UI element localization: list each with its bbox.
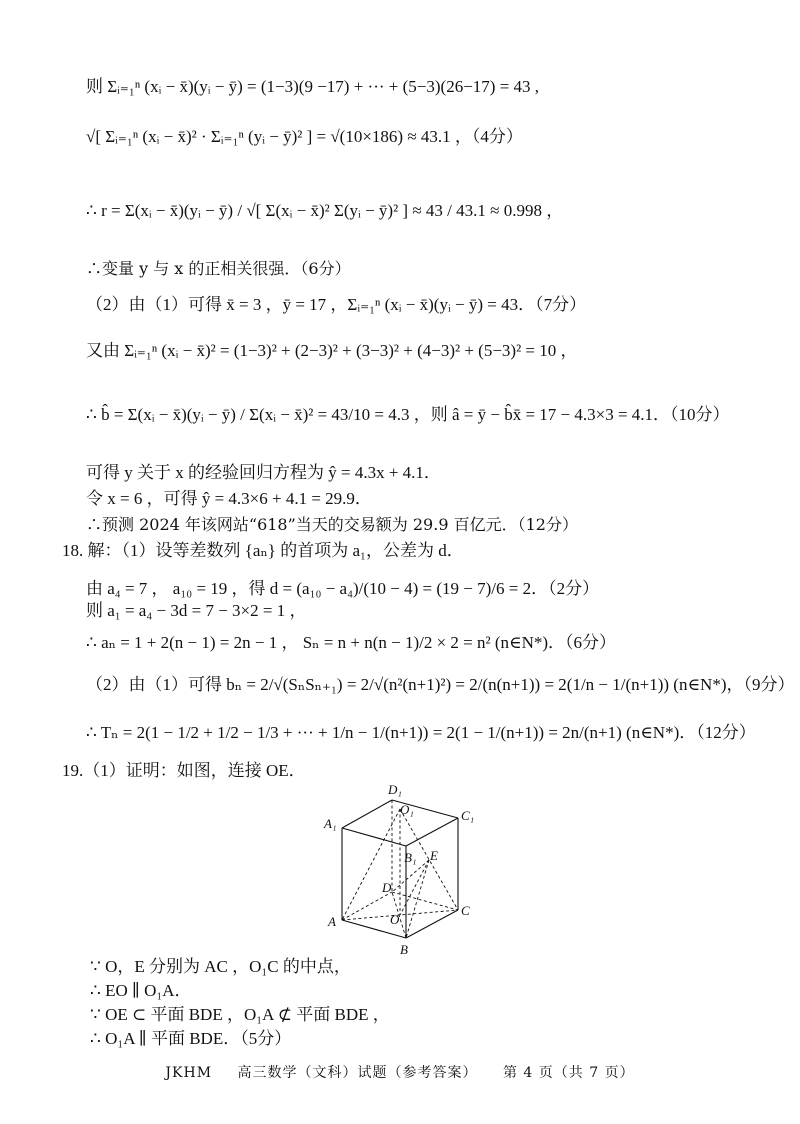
text-line-21: ∴ O₁A ∥ 平面 BDE．（5分） (90, 1029, 292, 1048)
label-c1: C₁ (461, 808, 475, 823)
text-line-16: ∴ Tₙ = 2(1 − 1/2 + 1/2 − 1/3 + ··· + 1/n − 1/(n+1)) = 2(1 − 1/(n+1)) = 2n/(n+1) (n∈N*)．（12分） (86, 723, 756, 742)
label-d1: D₁ (388, 782, 402, 797)
footer-code: JKHM (165, 1065, 213, 1081)
page-footer (0, 1062, 800, 1082)
seg-eo (400, 860, 429, 915)
text-line-12: 由 a₄ = 7 ， a₁₀ = 19 ，得 d = (a₁₀ − a₄)/(10 − 4) = (19 − 7)/6 = 2．（2分） (86, 579, 600, 598)
text-line-19: ∴ EO ∥ O₁A． (90, 981, 192, 1000)
text-line-14: ∴ aₙ = 1 + 2(n − 1) = 2n − 1 ， Sₙ = n + n(n − 1)/2 × 2 = n² (n∈N*)．（6分） (86, 633, 617, 652)
text-line-13: 则 a₁ = a₄ − 3d = 7 − 3×2 = 1 ， (86, 601, 307, 620)
cube-figure (318, 780, 482, 958)
label-a: A (328, 914, 336, 929)
edge-b1c1 (406, 818, 458, 846)
edge-ad-hidden (342, 892, 392, 920)
edge-dc-hidden (392, 892, 458, 910)
edge-a1b1 (342, 828, 406, 846)
text-line-15: （2）由（1）可得 bₙ = 2/√(SₙSₙ₊₁) = 2/√(n²(n+1)²) = 2/(n(n+1)) = 2(1/n − 1/(n+1)) (n∈N*)，（9分） (86, 675, 795, 694)
text-line-3: ∴ r = Σ(xᵢ − x̄)(yᵢ − ȳ) / √[ Σ(xᵢ − x̄)² Σ(yᵢ − ȳ)² ] ≈ 43 / 43.1 ≈ 0.998 ， (86, 201, 564, 220)
label-a1: A₁ (324, 816, 337, 831)
label-b1: B₁ (404, 850, 417, 865)
label-e: E (430, 848, 438, 863)
label-o1: O₁ (400, 802, 414, 817)
text-line-6: 又由 Σᵢ₌₁ⁿ (xᵢ − x̄)² = (1−3)² + (2−3)² + (3−3)² + (4−3)² + (5−3)² = 10 ， (86, 341, 578, 360)
edge-a1d1 (342, 800, 392, 828)
text-line-1: 则 Σᵢ₌₁ⁿ (xᵢ − x̄)(yᵢ − ȳ) = (1−3)(9 −17) + ··· + (5−3)(26−17) = 43 , (86, 77, 540, 96)
footer-title: 高三数学（文科）试题（参考答案） (237, 1065, 478, 1081)
text-line-18: ∵ O，E 分别为 AC ，O₁C 的中点， (90, 957, 351, 976)
text-line-5: （2）由（1）可得 x̄ = 3 ，ȳ = 17 ，Σᵢ₌₁ⁿ (xᵢ − x̄)(yᵢ − ȳ) = 43．（7分） (86, 295, 587, 314)
text-line-10: ∴预测 2024 年该网站“618”当天的交易额为 29.9 百亿元．（12分） (86, 515, 578, 534)
seg-eb (406, 860, 429, 938)
footer-page: 第 4 页（共 7 页） (502, 1065, 635, 1081)
text-line-8: 可得 y 关于 x 的经验回归方程为 ŷ = 4.3x + 4.1． (86, 463, 441, 482)
text-line-11: 18. 解：（1）设等差数列 {aₙ} 的首项为 a₁，公差为 d． (62, 541, 464, 560)
text-line-20: ∵ OE ⊂ 平面 BDE ，O₁A ⊄ 平面 BDE ， (90, 1005, 390, 1024)
label-c: C (461, 903, 470, 918)
text-line-7: ∴ b̂ = Σ(xᵢ − x̄)(yᵢ − ȳ) / Σ(xᵢ − x̄)² = 43/10 = 4.3 ，则 â = ȳ − b̂x̄ = 17 − 4.3×3 = 4.1．（10分） (86, 405, 730, 424)
label-d: D (382, 880, 392, 895)
label-o: O (390, 912, 400, 927)
text-line-2: √[ Σᵢ₌₁ⁿ (xᵢ − x̄)² · Σᵢ₌₁ⁿ (yᵢ − ȳ)² ] = √(10×186) ≈ 43.1 ，（4分） (86, 127, 523, 146)
text-line-4: ∴变量 y 与 x 的正相关很强．（6分） (86, 259, 351, 278)
text-line-9: 令 x = 6 ，可得 ŷ = 4.3×6 + 4.1 = 29.9． (86, 489, 372, 508)
label-b: B (400, 942, 408, 957)
text-line-17: 19.（1）证明：如图，连接 OE． (62, 761, 306, 780)
